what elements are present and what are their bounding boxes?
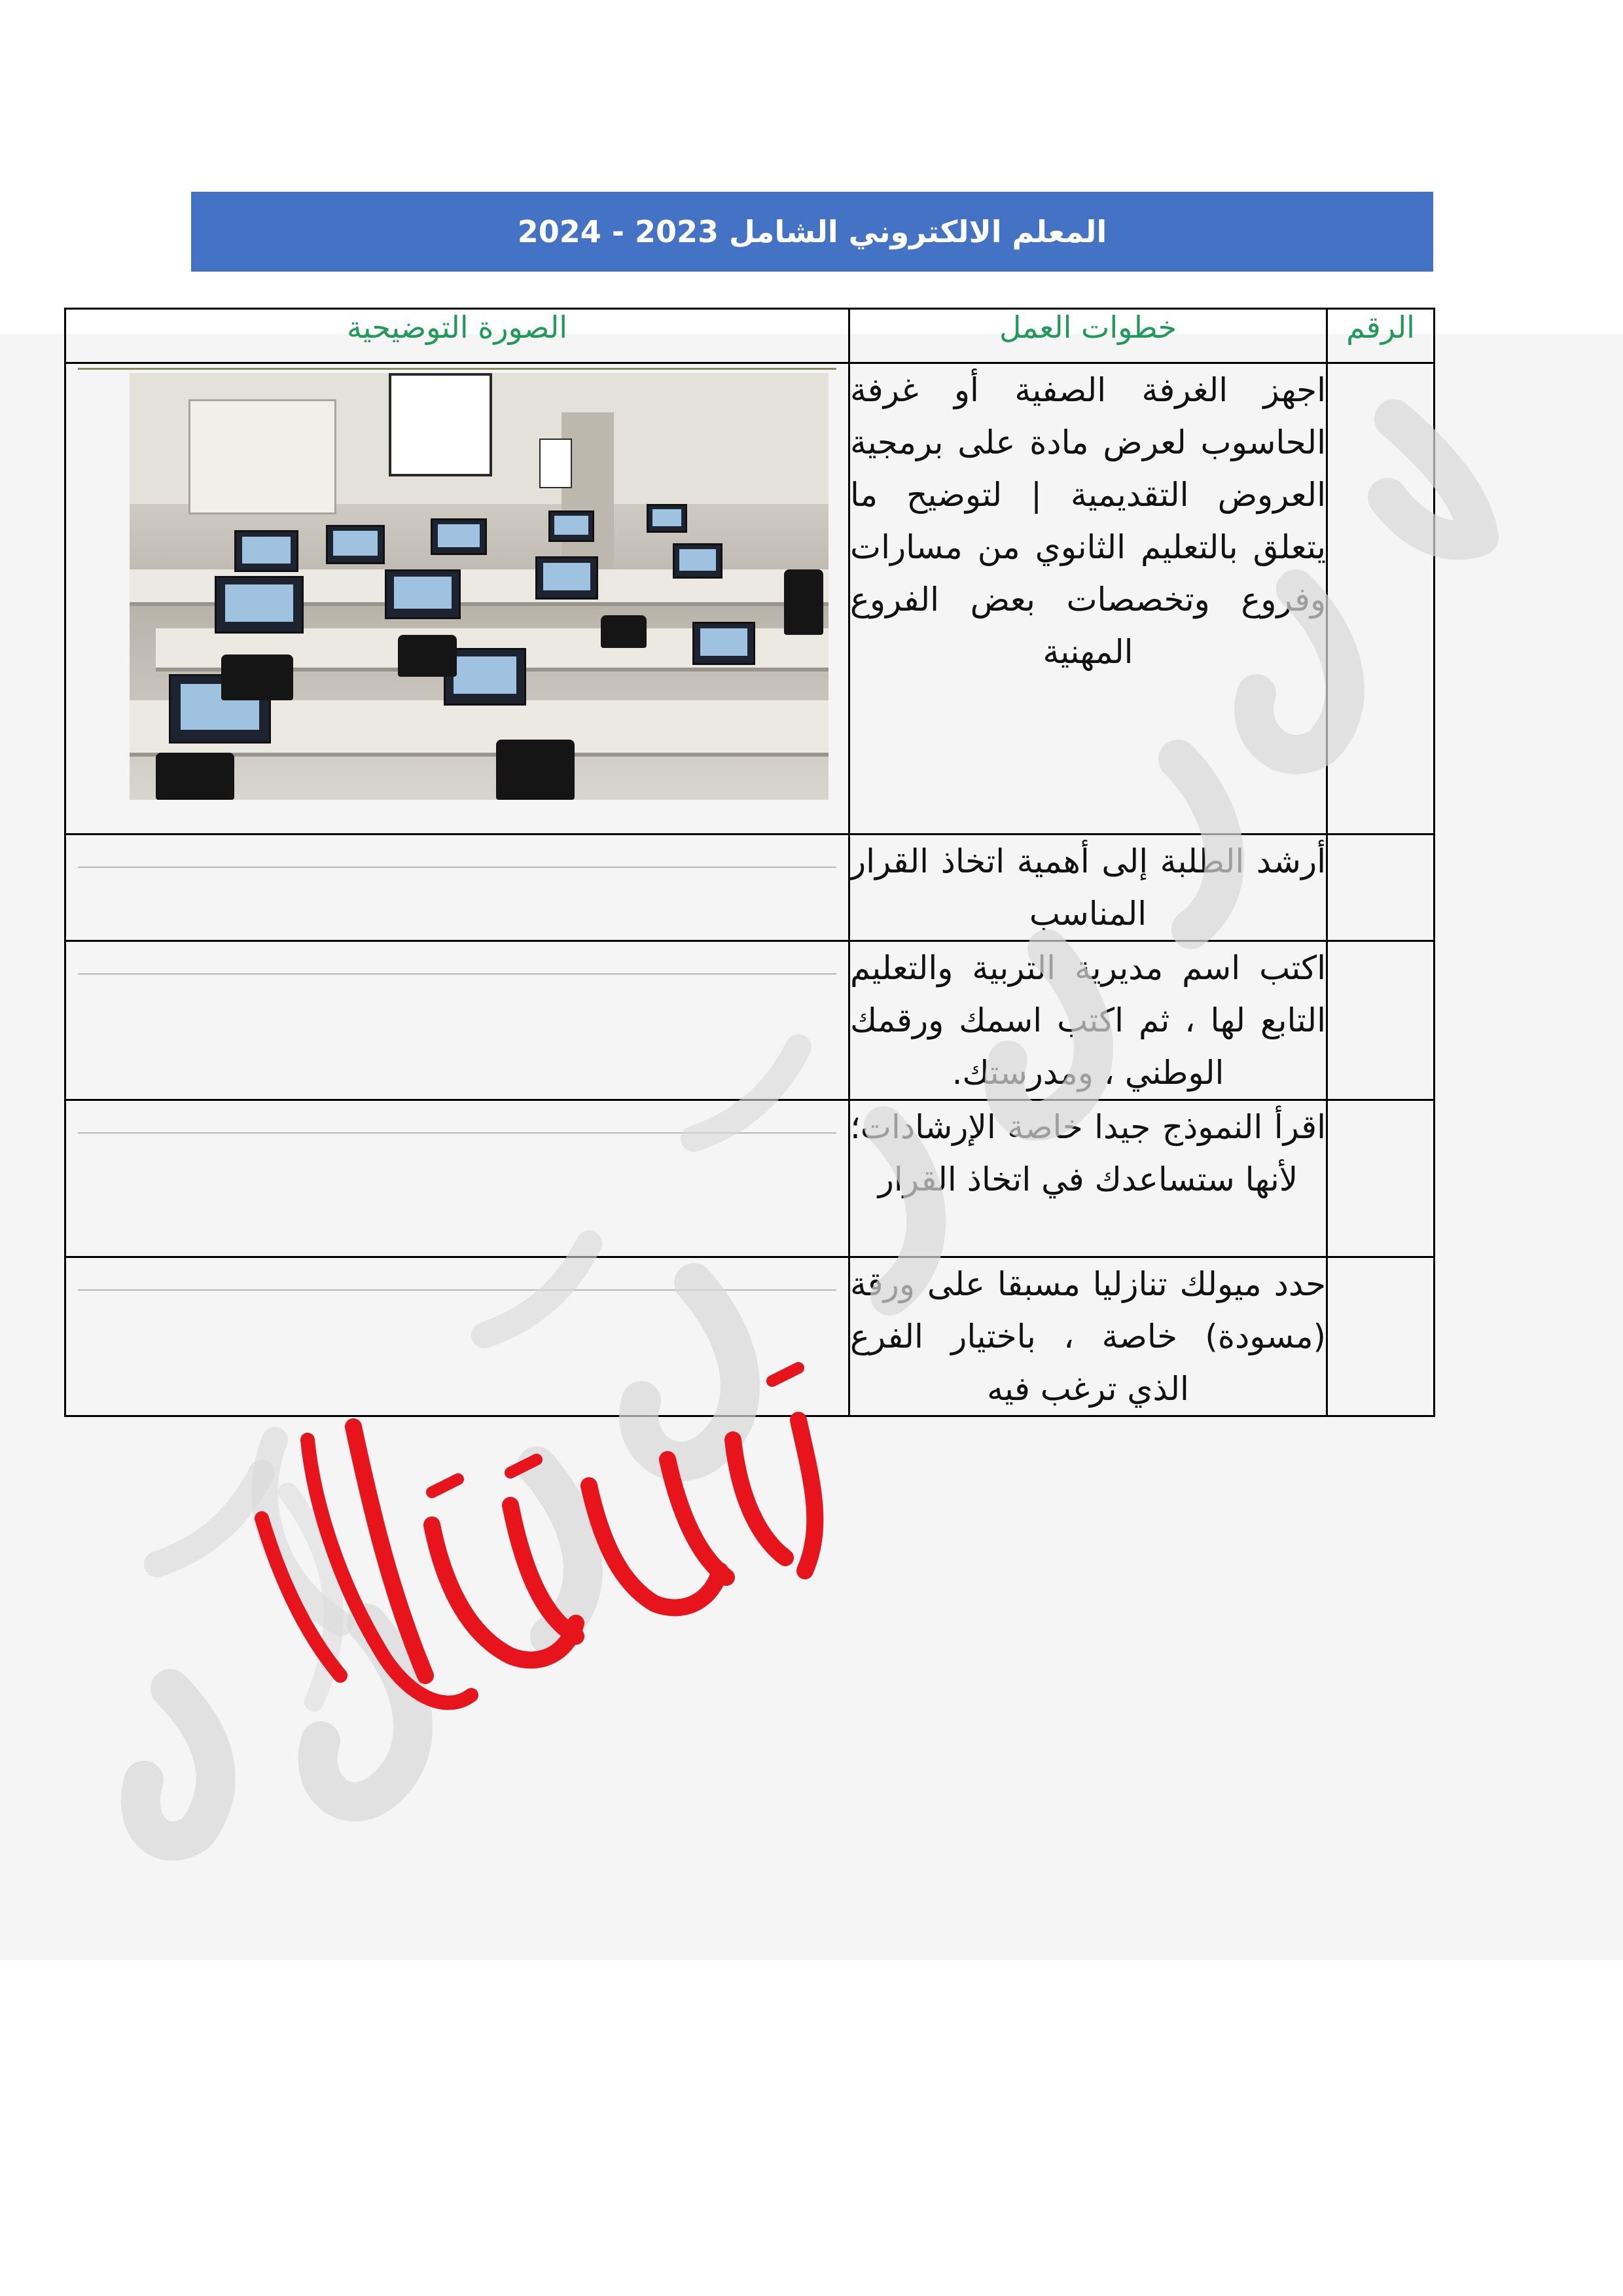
table-row xyxy=(65,941,1435,1100)
row-number-cell xyxy=(1327,1257,1435,1416)
divider xyxy=(78,973,836,975)
image-cell xyxy=(65,1100,849,1257)
step-cell xyxy=(849,363,1327,834)
table-row xyxy=(65,363,1435,834)
step-cell xyxy=(849,1257,1327,1416)
image-cell xyxy=(65,834,849,941)
step-text: اكتب اسم مديرية التربية والتعليم التابع لها ، ثم اكتب اسمك ورقمك الوطني ، ومدرستك. xyxy=(850,949,1326,1092)
computer-lab-photo xyxy=(130,373,829,800)
table-row xyxy=(65,1257,1435,1416)
image-cell xyxy=(65,363,849,834)
page-title: المعلم الالكتروني الشامل 2023 - 2024 xyxy=(517,214,1107,249)
table-header-row xyxy=(65,309,1435,363)
step-cell xyxy=(849,834,1327,941)
step-text: أرشد الطلبة إلى أهمية اتخاذ القرار المناسب xyxy=(850,842,1326,933)
column-header-number: الرقم xyxy=(1327,309,1435,363)
column-header-image: الصورة التوضيحية xyxy=(65,309,849,363)
divider xyxy=(78,368,836,370)
step-text: حدد ميولك تنازليا مسبقا على ورقة (مسودة) خاصة ، باختيار الفرع الذي ترغب فيه xyxy=(850,1265,1326,1408)
table-row xyxy=(65,1100,1435,1257)
page-title-bar xyxy=(191,192,1433,272)
step-text: اجهز الغرفة الصفية أو غرفة الحاسوب لعرض مادة على برمجية العروض التقديمية | لتوضيح ما يتعلق بالتعليم الثانوي من مسارات وفروع وتخصصات بعض الفروع المهنية xyxy=(850,371,1326,671)
steps-table xyxy=(64,308,1435,1417)
table-row xyxy=(65,834,1435,941)
row-number-cell xyxy=(1327,834,1435,941)
divider xyxy=(78,1289,836,1291)
image-cell xyxy=(65,941,849,1100)
row-number-cell xyxy=(1327,941,1435,1100)
image-cell xyxy=(65,1257,849,1416)
step-text: اقرأ النموذج جيدا خاصة الإرشادات؛ لأنها ستساعدك في اتخاذ القرار xyxy=(850,1108,1326,1198)
divider xyxy=(78,867,836,868)
row-number-cell xyxy=(1327,1100,1435,1257)
step-cell xyxy=(849,1100,1327,1257)
row-number-cell xyxy=(1327,363,1435,834)
step-cell xyxy=(849,941,1327,1100)
divider xyxy=(78,1132,836,1134)
column-header-steps: خطوات العمل xyxy=(849,309,1327,363)
